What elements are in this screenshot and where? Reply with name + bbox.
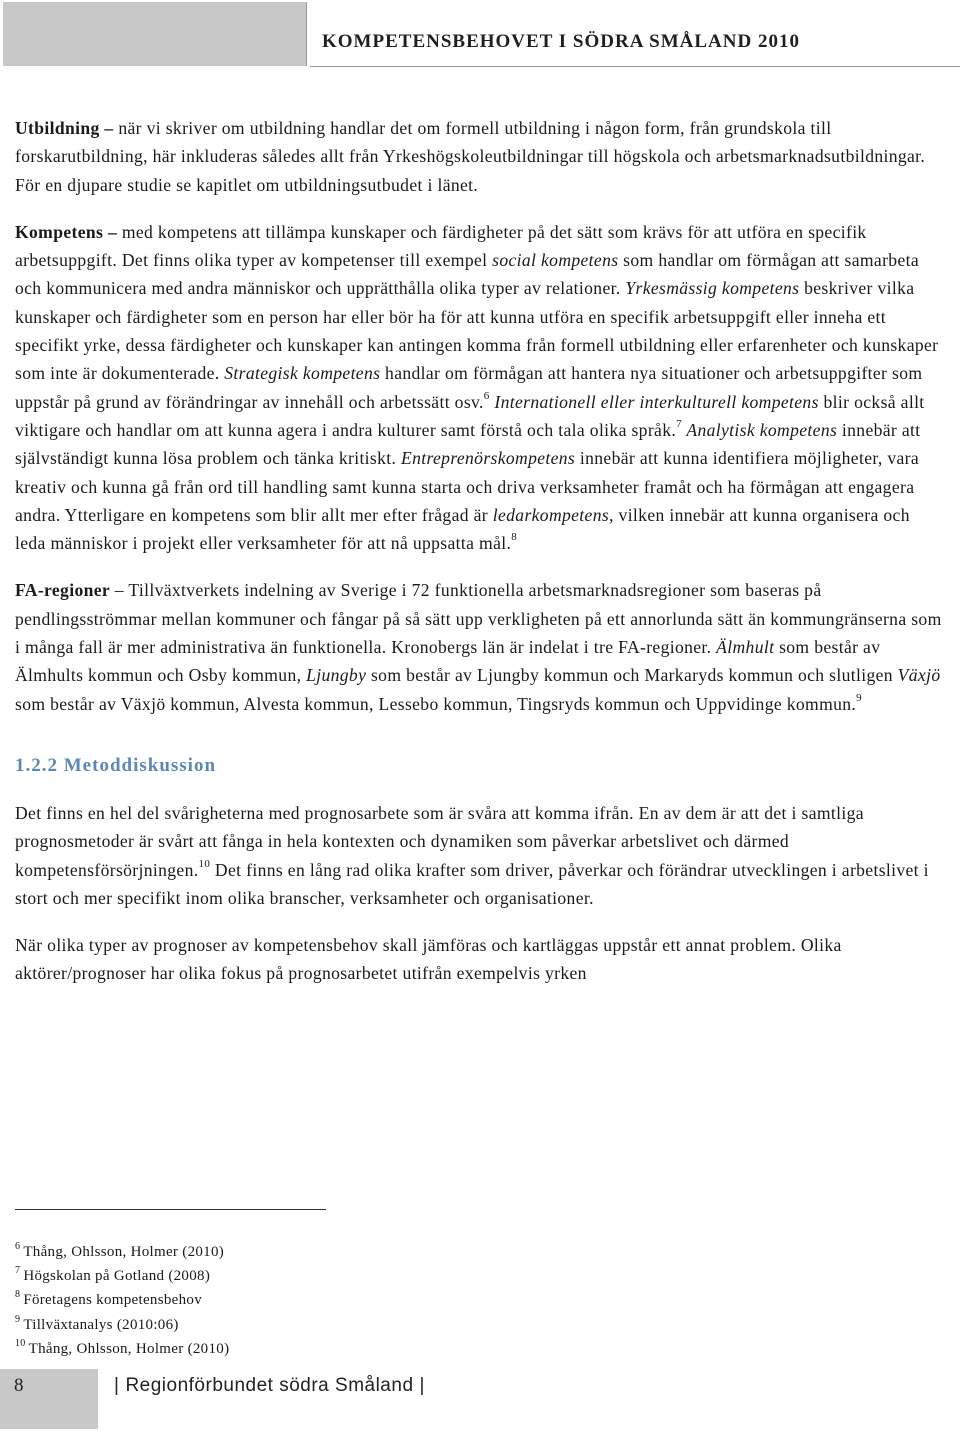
footnote-text: Företagens kompetensbehov: [23, 1292, 203, 1309]
footnote-item: [15, 1288, 615, 1312]
footnote-item: [15, 1337, 615, 1361]
text: När olika typer av prognoser av kompetensbehov skall jämföras och kartläggas uppstår ett annat problem. Olika aktörer/prognoser har olika fokus på prognosarbetet utifrån exempelvis yrken: [15, 935, 842, 984]
header-divider: [306, 2, 307, 66]
italic-term: social kompetens: [492, 250, 619, 271]
text: som består av Ljungby kommun och Markaryds kommun och slutligen: [366, 665, 898, 686]
text: beskriver vilka kunskaper och färdigheter som en person har eller bör ha för att kunna utföra en specifik arbetsuppgift eller inneha ett specifikt yrke, dessa färdigheter och kunskaper kan antingen komma från formell utbildning eller erfarenheter och kunskaper som inte är dokumenterade.: [15, 278, 939, 384]
definition-fa-regioner: [15, 576, 945, 717]
section-heading: 1.2.2 Metoddiskussion: [15, 754, 217, 776]
italic-term: ledarkompetens,: [492, 504, 614, 525]
footnote-item: [15, 1240, 615, 1264]
em-dash: –: [107, 221, 118, 242]
paragraph-metod-1: [15, 799, 945, 912]
running-header: KOMPETENSBEHOVET I SÖDRA SMÅLAND 2010: [322, 31, 800, 52]
main-content: [15, 114, 945, 1007]
definition-kompetens: [15, 218, 945, 558]
text: Tillväxtverkets indelning av Sverige i 72 funktionella arbetsmarknadsregioner som baseras på pendlingsströmmar mellan kommuner och fångar på så sätt upp verkligheten på ett annorlunda sätt än kommungränserna som i många fall är mer administrativa än funktionella. Kronobergs län är indelat i tre FA-regioner.: [15, 580, 942, 658]
footnote-ref[interactable]: 10: [198, 857, 211, 870]
text: vilken innebär att kunna organisera och leda människor i projekt eller verksamheter för att nå uppsatta mål.: [15, 504, 910, 554]
em-dash: –: [110, 580, 124, 601]
text: med kompetens att tillämpa kunskaper och färdigheter på det sätt som krävs för att utföra en specifik arbetsuppgift. Det finns olika typer av kompetenser till exempel: [15, 221, 867, 271]
footnote-number: 9: [15, 1313, 21, 1325]
text: som handlar om förmågan att samarbeta och kommunicera med andra människor och upprätthålla olika typer av relationer.: [15, 250, 920, 299]
footnote-text: Thång, Ohlsson, Holmer (2010): [28, 1340, 230, 1357]
footnote-ref[interactable]: 6: [483, 389, 490, 402]
text: blir också allt viktigare och handlar om att kunna agera i andra kulturer samt förstå och tala olika språk.: [15, 391, 925, 440]
term-utbildning: Utbildning: [15, 118, 100, 138]
footer-bar: |: [419, 1375, 425, 1396]
italic-term: Internationell eller interkulturell kompetens: [489, 391, 819, 412]
text: Det finns en lång rad olika krafter som driver, påverkar och förändrar utvecklingen i arbetslivet i stort och mer specifikt inom olika branscher, verksamheter och organisationer.: [15, 859, 929, 908]
italic-term: Älmhult: [716, 637, 775, 658]
footer-org-name: Regionförbundet södra Småland: [125, 1375, 414, 1396]
italic-term: Strategisk kompetens: [224, 363, 381, 384]
footnote-text: Tillväxtanalys (2010:06): [23, 1316, 179, 1333]
page-number: 8: [14, 1375, 24, 1396]
term-fa-regioner: FA-regioner: [15, 580, 111, 601]
footnotes: [15, 1240, 615, 1361]
em-dash: –: [104, 118, 114, 138]
header-gray-box: [3, 2, 306, 66]
paragraph-metod-2: [15, 931, 945, 988]
footnote-number: 10: [15, 1337, 26, 1349]
footer-organization: [108, 1375, 431, 1397]
footnote-item: [15, 1264, 615, 1288]
italic-term: Yrkesmässig kompetens: [625, 278, 800, 299]
italic-term: Växjö: [897, 665, 941, 686]
footnote-text: Högskolan på Gotland (2008): [23, 1268, 211, 1285]
footnote-ref[interactable]: 8: [511, 531, 518, 544]
italic-term: Entreprenörskompetens: [401, 448, 576, 469]
text: handlar om förmågan att hantera nya situationer och arbetsuppgifter som uppstår på grund av förändringar av innehåll och arbetssätt osv.: [15, 363, 923, 412]
text: innebär att självständigt kunna lösa problem och tänka kritiskt.: [15, 419, 921, 469]
footnote-number: 8: [15, 1289, 21, 1301]
header-rule: [310, 66, 960, 67]
footnote-number: 6: [15, 1241, 21, 1252]
text: innebär att kunna identifiera möjligheter, vara kreativ och kunna gå från ord till handling samt kunna starta och driva verksamheter framåt och ha förmågan att engagera andra. Ytterligare en kompetens som blir allt mer efter frågad är: [15, 448, 920, 525]
footnote-ref[interactable]: 9: [856, 691, 863, 704]
term-kompetens: Kompetens: [15, 221, 104, 242]
footnote-separator: [15, 1209, 326, 1210]
italic-term: Analytisk kompetens: [681, 419, 838, 440]
text: som består av Växjö kommun, Alvesta kommun, Lessebo kommun, Tingsryds kommun och Uppvidinge kommun.: [15, 693, 857, 714]
footnote-ref[interactable]: 7: [676, 418, 682, 431]
text: Det finns en hel del svårigheterna med prognosarbete som är svåra att komma ifrån. En av dem är att det i samtliga prognosmetoder är svårt att fånga in hela kontexten och dynamiken som påverkar arbetslivet och därmed kompetensförsörjningen.: [15, 802, 864, 880]
text: när vi skriver om utbildning handlar det om formell utbildning i någon form, från grundskola till forskarutbildning, här inkluderas således allt från Yrkeshögskoleutbildningar till högskola och arbetsmarknadsutbildningar. För en djupare studie se kapitlet om utbildningsutbudet i länet.: [15, 118, 926, 195]
text: som består av Älmhults kommun och Osby kommun,: [15, 637, 881, 686]
footnote-text: Thång, Ohlsson, Holmer (2010): [23, 1244, 225, 1260]
italic-term: Ljungby: [306, 665, 367, 686]
footnote-item: [15, 1313, 615, 1337]
footnote-number: 7: [15, 1265, 21, 1277]
footer-bar: |: [114, 1375, 120, 1396]
definition-utbildning: [15, 114, 945, 199]
